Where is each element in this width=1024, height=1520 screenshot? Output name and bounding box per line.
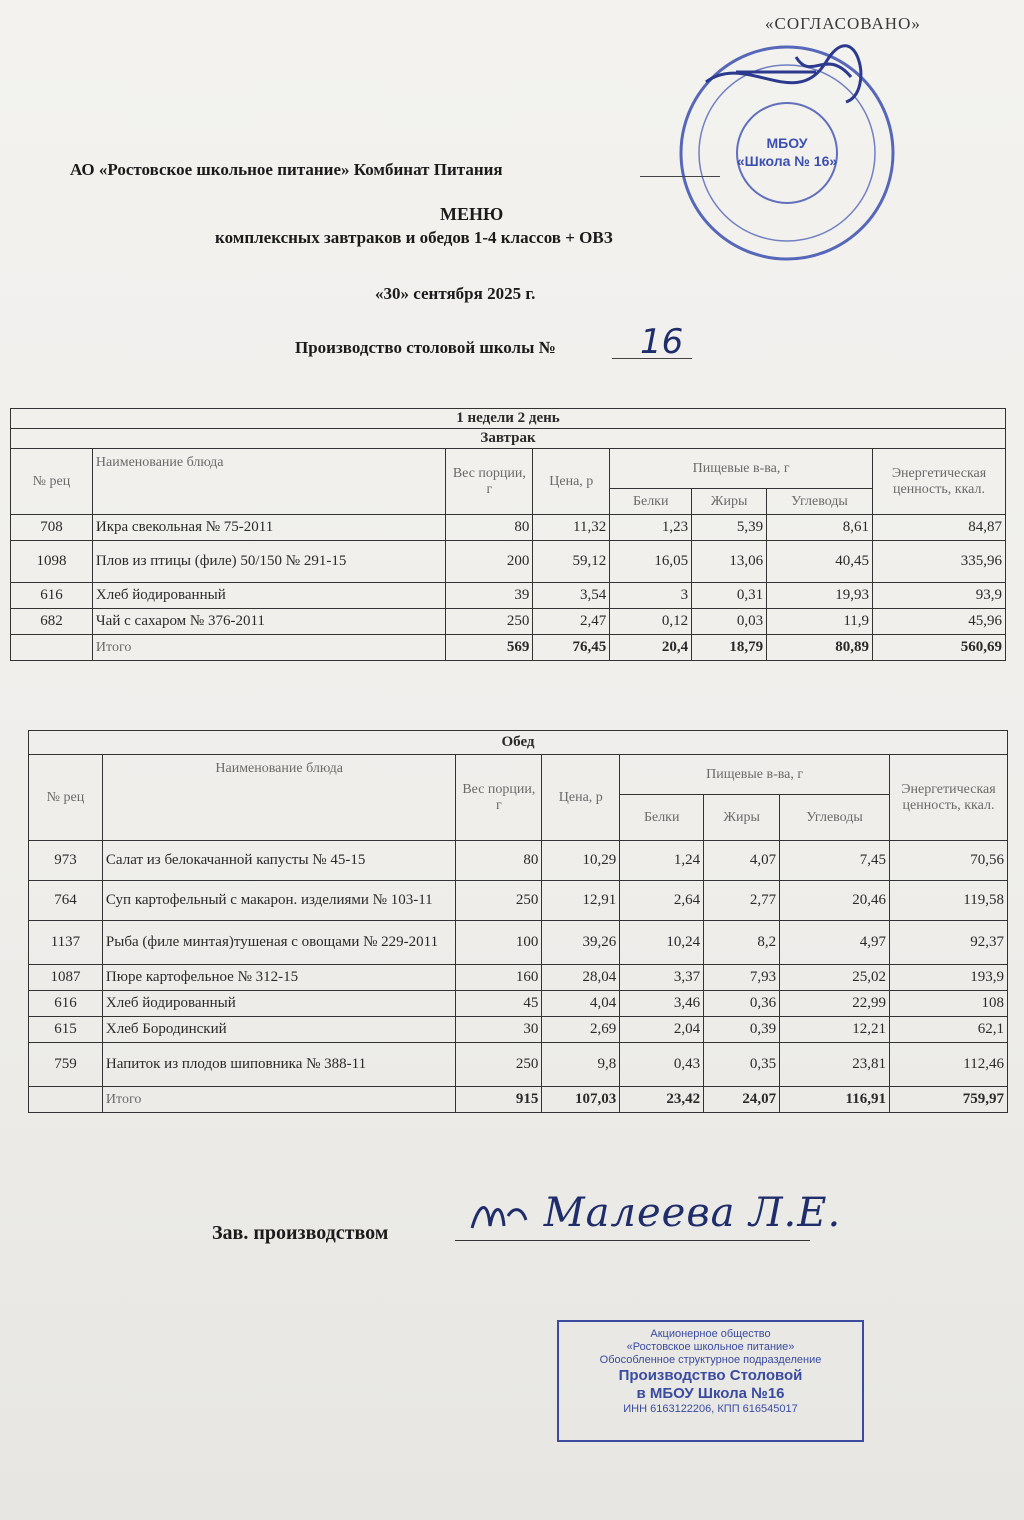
fat: 0,35 [704, 1043, 780, 1087]
portion-weight: 45 [456, 991, 542, 1017]
carbs: 25,02 [780, 965, 890, 991]
carbs: 4,97 [780, 921, 890, 965]
dish-name: Суп картофельный с макарон. изделиями № 103-11 [102, 881, 455, 921]
portion-weight: 80 [446, 515, 533, 541]
header-nutrients: Пищевые в-ва, г [620, 755, 890, 795]
header-weight: Вес порции, г [446, 449, 533, 515]
total-energy: 560,69 [873, 635, 1006, 661]
recipe-number: 682 [11, 609, 93, 635]
stamp-rect-line2: «Ростовское школьное питание» [626, 1341, 795, 1353]
header-fat: Жиры [692, 489, 767, 515]
total-weight: 915 [456, 1087, 542, 1113]
table-row [29, 1017, 1008, 1043]
breakfast-title: Завтрак [11, 429, 1006, 449]
table-row [11, 583, 1006, 609]
stamp-rect-line5: в МБОУ Школа №16 [636, 1385, 785, 1402]
dish-name: Икра свекольная № 75-2011 [92, 515, 446, 541]
total-fat: 18,79 [692, 635, 767, 661]
carbs: 23,81 [780, 1043, 890, 1087]
menu-date: «30» сентября 2025 г. [375, 284, 536, 303]
header-protein: Белки [610, 489, 692, 515]
stamp-rect-line4: Производство Столовой [618, 1367, 803, 1384]
energy: 112,46 [889, 1043, 1007, 1087]
dish-name: Чай с сахаром № 376-2011 [92, 609, 446, 635]
header-nutrients: Пищевые в-ва, г [610, 449, 873, 489]
table-row [29, 991, 1008, 1017]
week-day-label: 1 недели 2 день [11, 409, 1006, 429]
header-carbs: Углеводы [767, 489, 873, 515]
organization-title: АО «Ростовское школьное питание» Комбинат Питания [70, 160, 503, 179]
dish-name: Рыба (филе минтая)тушеная с овощами № 229-2011 [102, 921, 455, 965]
table-row [11, 515, 1006, 541]
carbs: 20,46 [780, 881, 890, 921]
portion-weight: 250 [456, 1043, 542, 1087]
carbs: 40,45 [767, 541, 873, 583]
handwritten-signature [470, 1190, 841, 1236]
dish-name: Хлеб Бородинский [102, 1017, 455, 1043]
protein: 1,24 [620, 841, 704, 881]
recipe-number: 616 [29, 991, 103, 1017]
fat: 5,39 [692, 515, 767, 541]
energy: 335,96 [873, 541, 1006, 583]
carbs: 19,93 [767, 583, 873, 609]
production-label: Производство столовой школы № [295, 338, 556, 357]
total-label: Итого [102, 1087, 455, 1113]
fat: 8,2 [704, 921, 780, 965]
protein: 3,37 [620, 965, 704, 991]
table-row [29, 881, 1008, 921]
total-price: 76,45 [533, 635, 610, 661]
dish-name: Напиток из плодов шиповника № 388-11 [102, 1043, 455, 1087]
portion-weight: 39 [446, 583, 533, 609]
table-row [29, 965, 1008, 991]
recipe-number: 708 [11, 515, 93, 541]
stamp-rect-line1: Акционерное общество [650, 1328, 771, 1340]
menu-subtitle: комплексных завтраков и обедов 1-4 классов + ОВЗ [215, 228, 613, 247]
dish-name: Салат из белокачанной капусты № 45-15 [102, 841, 455, 881]
fat: 4,07 [704, 841, 780, 881]
price: 4,04 [542, 991, 620, 1017]
approval-label: «СОГЛАСОВАНО» [765, 14, 921, 33]
header-rec: № рец [29, 755, 103, 841]
portion-weight: 30 [456, 1017, 542, 1043]
lunch-title: Обед [29, 731, 1008, 755]
price: 59,12 [533, 541, 610, 583]
total-carbs: 116,91 [780, 1087, 890, 1113]
protein: 0,12 [610, 609, 692, 635]
price: 2,69 [542, 1017, 620, 1043]
fat: 0,36 [704, 991, 780, 1017]
portion-weight: 80 [456, 841, 542, 881]
header-price: Цена, р [533, 449, 610, 515]
recipe-number: 615 [29, 1017, 103, 1043]
portion-weight: 250 [446, 609, 533, 635]
price: 28,04 [542, 965, 620, 991]
table-row [29, 841, 1008, 881]
lunch-table [28, 730, 1008, 1113]
fat: 7,93 [704, 965, 780, 991]
header-protein: Белки [620, 795, 704, 841]
fat: 2,77 [704, 881, 780, 921]
price: 39,26 [542, 921, 620, 965]
portion-weight: 100 [456, 921, 542, 965]
stamp-round-line2: «Школа № 16» [736, 153, 838, 169]
table-row [11, 609, 1006, 635]
header-energy: Энергетическая ценность, ккал. [873, 449, 1006, 515]
price: 12,91 [542, 881, 620, 921]
header-name: Наименование блюда [92, 449, 446, 515]
dish-name: Хлеб йодированный [92, 583, 446, 609]
recipe-number: 1137 [29, 921, 103, 965]
signature-label: Зав. производством [212, 1222, 389, 1244]
protein: 1,23 [610, 515, 692, 541]
energy: 62,1 [889, 1017, 1007, 1043]
rectangular-stamp [557, 1320, 864, 1442]
recipe-number: 973 [29, 841, 103, 881]
energy: 45,96 [873, 609, 1006, 635]
portion-weight: 250 [456, 881, 542, 921]
fat: 0,39 [704, 1017, 780, 1043]
carbs: 22,99 [780, 991, 890, 1017]
carbs: 8,61 [767, 515, 873, 541]
round-stamp [676, 42, 898, 264]
total-rec [11, 635, 93, 661]
carbs: 12,21 [780, 1017, 890, 1043]
total-rec [29, 1087, 103, 1113]
total-energy: 759,97 [889, 1087, 1007, 1113]
energy: 108 [889, 991, 1007, 1017]
fat: 13,06 [692, 541, 767, 583]
total-protein: 23,42 [620, 1087, 704, 1113]
protein: 3 [610, 583, 692, 609]
energy: 93,9 [873, 583, 1006, 609]
total-fat: 24,07 [704, 1087, 780, 1113]
header-weight: Вес порции, г [456, 755, 542, 841]
protein: 3,46 [620, 991, 704, 1017]
total-carbs: 80,89 [767, 635, 873, 661]
breakfast-table [10, 408, 1006, 661]
fat: 0,31 [692, 583, 767, 609]
energy: 119,58 [889, 881, 1007, 921]
production-number: 16 [640, 322, 684, 362]
stamp-round-line1: МБОУ [766, 135, 808, 151]
price: 3,54 [533, 583, 610, 609]
lunch-total-row [29, 1087, 1008, 1113]
energy: 92,37 [889, 921, 1007, 965]
dish-name: Хлеб йодированный [102, 991, 455, 1017]
carbs: 7,45 [780, 841, 890, 881]
table-row [29, 921, 1008, 965]
energy: 70,56 [889, 841, 1007, 881]
breakfast-total-row [11, 635, 1006, 661]
menu-title: МЕНЮ [440, 204, 504, 224]
energy: 193,9 [889, 965, 1007, 991]
protein: 2,04 [620, 1017, 704, 1043]
signature-line [455, 1240, 810, 1241]
total-price: 107,03 [542, 1087, 620, 1113]
total-weight: 569 [446, 635, 533, 661]
portion-weight: 200 [446, 541, 533, 583]
header-rec: № рец [11, 449, 93, 515]
energy: 84,87 [873, 515, 1006, 541]
protein: 10,24 [620, 921, 704, 965]
header-energy: Энергетическая ценность, ккал. [889, 755, 1007, 841]
price: 11,32 [533, 515, 610, 541]
total-label: Итого [92, 635, 446, 661]
header-price: Цена, р [542, 755, 620, 841]
price: 2,47 [533, 609, 610, 635]
price: 10,29 [542, 841, 620, 881]
protein: 16,05 [610, 541, 692, 583]
table-row [11, 541, 1006, 583]
fat: 0,03 [692, 609, 767, 635]
recipe-number: 759 [29, 1043, 103, 1087]
protein: 2,64 [620, 881, 704, 921]
header-fat: Жиры [704, 795, 780, 841]
stamp-rect-line3: Обособленное структурное подразделение [599, 1354, 822, 1366]
header-carbs: Углеводы [780, 795, 890, 841]
price: 9,8 [542, 1043, 620, 1087]
dish-name: Плов из птицы (филе) 50/150 № 291-15 [92, 541, 446, 583]
signature-text: Малеева Л.Е. [543, 1190, 842, 1236]
carbs: 11,9 [767, 609, 873, 635]
total-protein: 20,4 [610, 635, 692, 661]
dish-name: Пюре картофельное № 312-15 [102, 965, 455, 991]
header-name: Наименование блюда [102, 755, 455, 841]
organization-underline [640, 176, 720, 177]
recipe-number: 1087 [29, 965, 103, 991]
recipe-number: 1098 [11, 541, 93, 583]
recipe-number: 764 [29, 881, 103, 921]
portion-weight: 160 [456, 965, 542, 991]
table-row [29, 1043, 1008, 1087]
production-underline [612, 358, 692, 359]
recipe-number: 616 [11, 583, 93, 609]
protein: 0,43 [620, 1043, 704, 1087]
stamp-rect-line6: ИНН 6163122206, КПП 616545017 [623, 1403, 798, 1415]
